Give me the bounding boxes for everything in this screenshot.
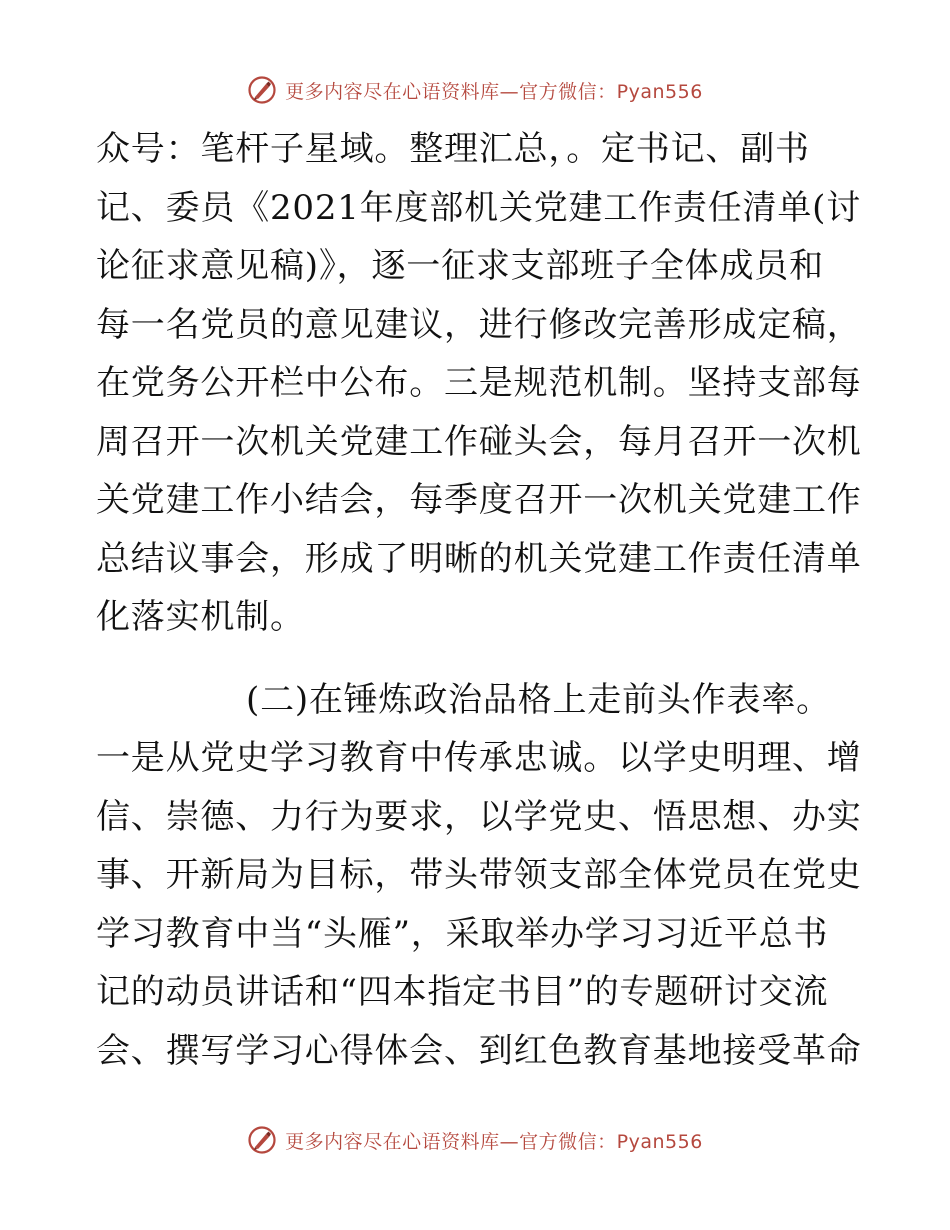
body-line-3: 论征求意见稿)》，逐一征求支部班子全体成员和 — [96, 246, 824, 286]
document-body — [96, 120, 862, 1080]
body-line-4: 每一名党员的意见建议，进行修改完善形成定稿， — [96, 304, 862, 345]
body-line-1: 众号：笔杆子星域。整理汇总，。定书记、副书 — [96, 129, 810, 169]
body-line-5: 在党务公开栏中公布。三是规范机制。坚持支部每 — [96, 363, 862, 403]
body-line-13: 事、开新局为目标，带头带领支部全体党员在党史 — [96, 855, 862, 895]
body-line-8: 总结议事会，形成了明晰的机关党建工作责任清单 — [96, 538, 862, 579]
pen-logo-icon — [247, 1125, 277, 1155]
pen-logo-icon — [247, 75, 277, 105]
watermark-text: 更多内容尽在心语资料库—官方微信：Pyan556 — [285, 1130, 703, 1153]
body-line-15: 记的动员讲话和“四本指定书目”的专题研讨交流 — [96, 972, 829, 1012]
footer-watermark-banner — [0, 1120, 950, 1160]
body-line-9: 化落实机制。 — [96, 597, 305, 637]
watermark-text: 更多内容尽在心语资料库—官方微信：Pyan556 — [285, 80, 703, 103]
header-watermark-banner — [0, 70, 950, 110]
body-line-14: 学习教育中当“头雁”，采取举办学习习近平总书 — [96, 913, 829, 954]
body-line-16: 会、撰写学习心得体会、到红色教育基地接受革命 — [96, 1030, 862, 1071]
body-line-11: 一是从党史学习教育中传承忠诚。以学史明理、增 — [96, 738, 862, 778]
section-heading: (二)在锤炼政治品格上走前头作表率。 — [246, 679, 831, 720]
body-line-7: 关党建工作小结会，每季度召开一次机关党建工作 — [96, 480, 862, 520]
body-line-12: 信、崇德、力行为要求，以学党史、悟思想、办实 — [96, 796, 862, 837]
body-line-2: 记、委员《2021年度部机关党建工作责任清单(讨 — [96, 187, 861, 228]
body-line-6: 周召开一次机关党建工作碰头会，每月召开一次机 — [96, 421, 862, 462]
